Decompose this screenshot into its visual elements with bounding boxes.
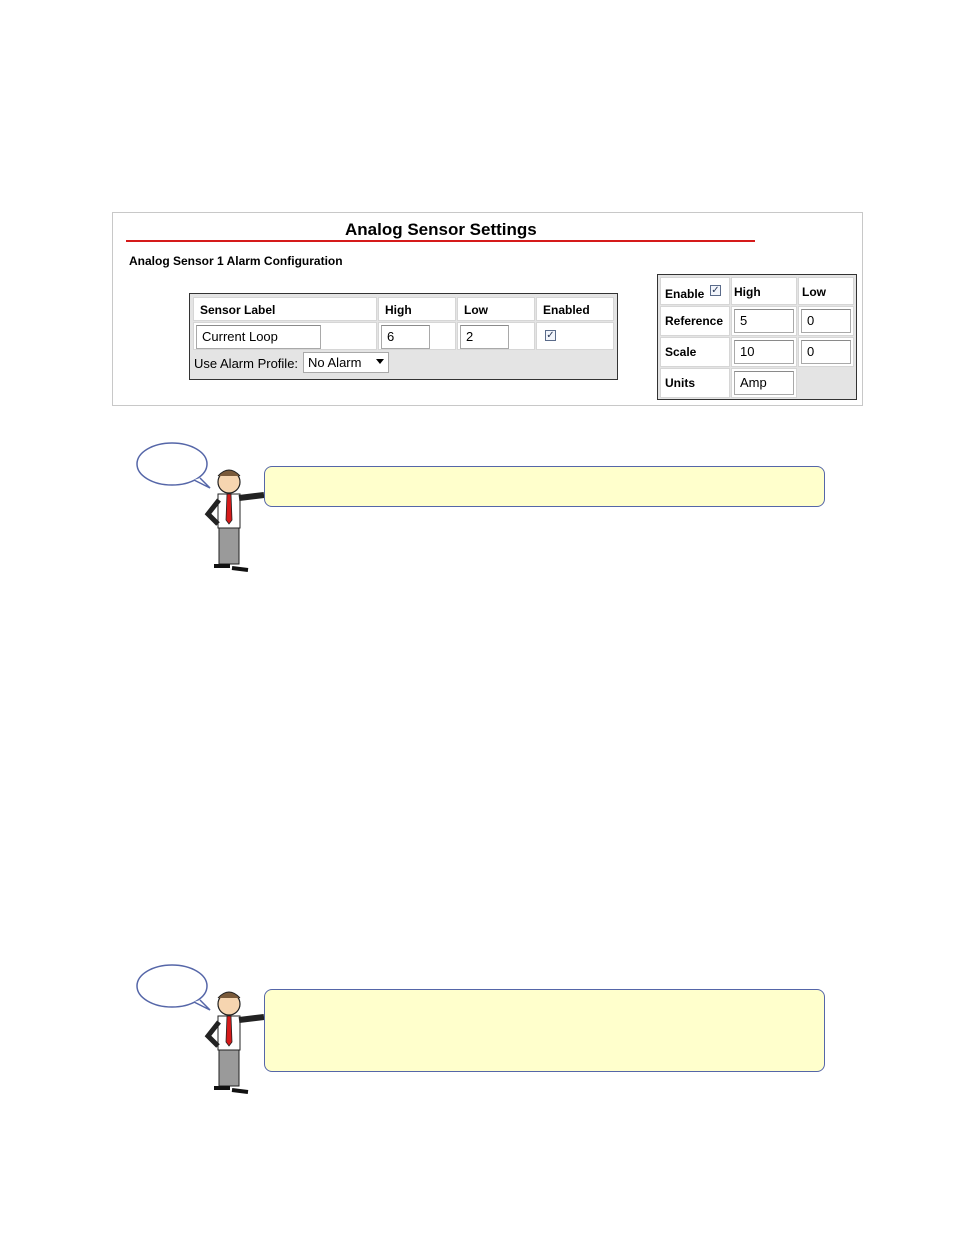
guide-character-icon <box>134 962 274 1098</box>
enable-label: Enable <box>665 287 705 301</box>
alarm-config-table <box>189 293 618 380</box>
units-input[interactable]: Amp <box>734 371 794 395</box>
tip-callout-2 <box>264 989 825 1072</box>
high-threshold-input[interactable]: 6 <box>381 325 430 349</box>
title-divider <box>126 240 755 242</box>
section-title: Analog Sensor 1 Alarm Configuration <box>129 254 343 268</box>
scale-high-header-cell <box>731 277 797 305</box>
alarm-profile-select[interactable] <box>303 352 389 373</box>
reference-label-cell <box>660 306 730 336</box>
scale-low-input[interactable]: 0 <box>801 340 851 364</box>
reference-high-cell <box>731 306 797 336</box>
sensor-label-cell <box>193 322 377 350</box>
low-threshold-input[interactable]: 2 <box>460 325 509 349</box>
tip-callout-1 <box>264 466 825 507</box>
reference-high-input[interactable]: 5 <box>734 309 794 333</box>
scale-label: Scale <box>665 345 697 359</box>
alarm-profile-value: No Alarm <box>308 355 362 370</box>
analog-sensor-settings-panel <box>112 212 863 406</box>
reference-low-cell <box>798 306 854 336</box>
scale-high-cell <box>731 337 797 367</box>
header-low: Low <box>457 297 535 321</box>
header-sensor-label: Sensor Label <box>193 297 377 321</box>
sensor-label-input[interactable]: Current Loop <box>196 325 321 349</box>
scale-low-cell <box>798 337 854 367</box>
chevron-down-icon <box>376 359 384 364</box>
reference-label: Reference <box>665 314 724 328</box>
enabled-cell <box>536 322 614 350</box>
guide-character-icon <box>134 440 274 576</box>
reference-low-input[interactable]: 0 <box>801 309 851 333</box>
high-cell <box>378 322 456 350</box>
alarm-profile-label: Use Alarm Profile: <box>194 356 299 371</box>
scale-high-header: High <box>734 285 761 299</box>
header-high: High <box>378 297 456 321</box>
enable-cell <box>660 277 730 305</box>
alarm-enabled-checkbox[interactable]: ✓ <box>546 330 555 341</box>
scale-low-header: Low <box>802 285 826 299</box>
sensor-scaling-table <box>657 274 857 400</box>
units-label-cell <box>660 368 730 398</box>
scale-high-input[interactable]: 10 <box>734 340 794 364</box>
panel-title: Analog Sensor Settings <box>345 220 537 239</box>
scale-low-header-cell <box>798 277 854 305</box>
header-enabled: Enabled <box>536 297 614 321</box>
scale-label-cell <box>660 337 730 367</box>
units-value-cell <box>731 368 797 398</box>
low-cell <box>457 322 535 350</box>
units-label: Units <box>665 376 695 390</box>
scaling-enable-checkbox[interactable]: ✓ <box>711 285 720 296</box>
